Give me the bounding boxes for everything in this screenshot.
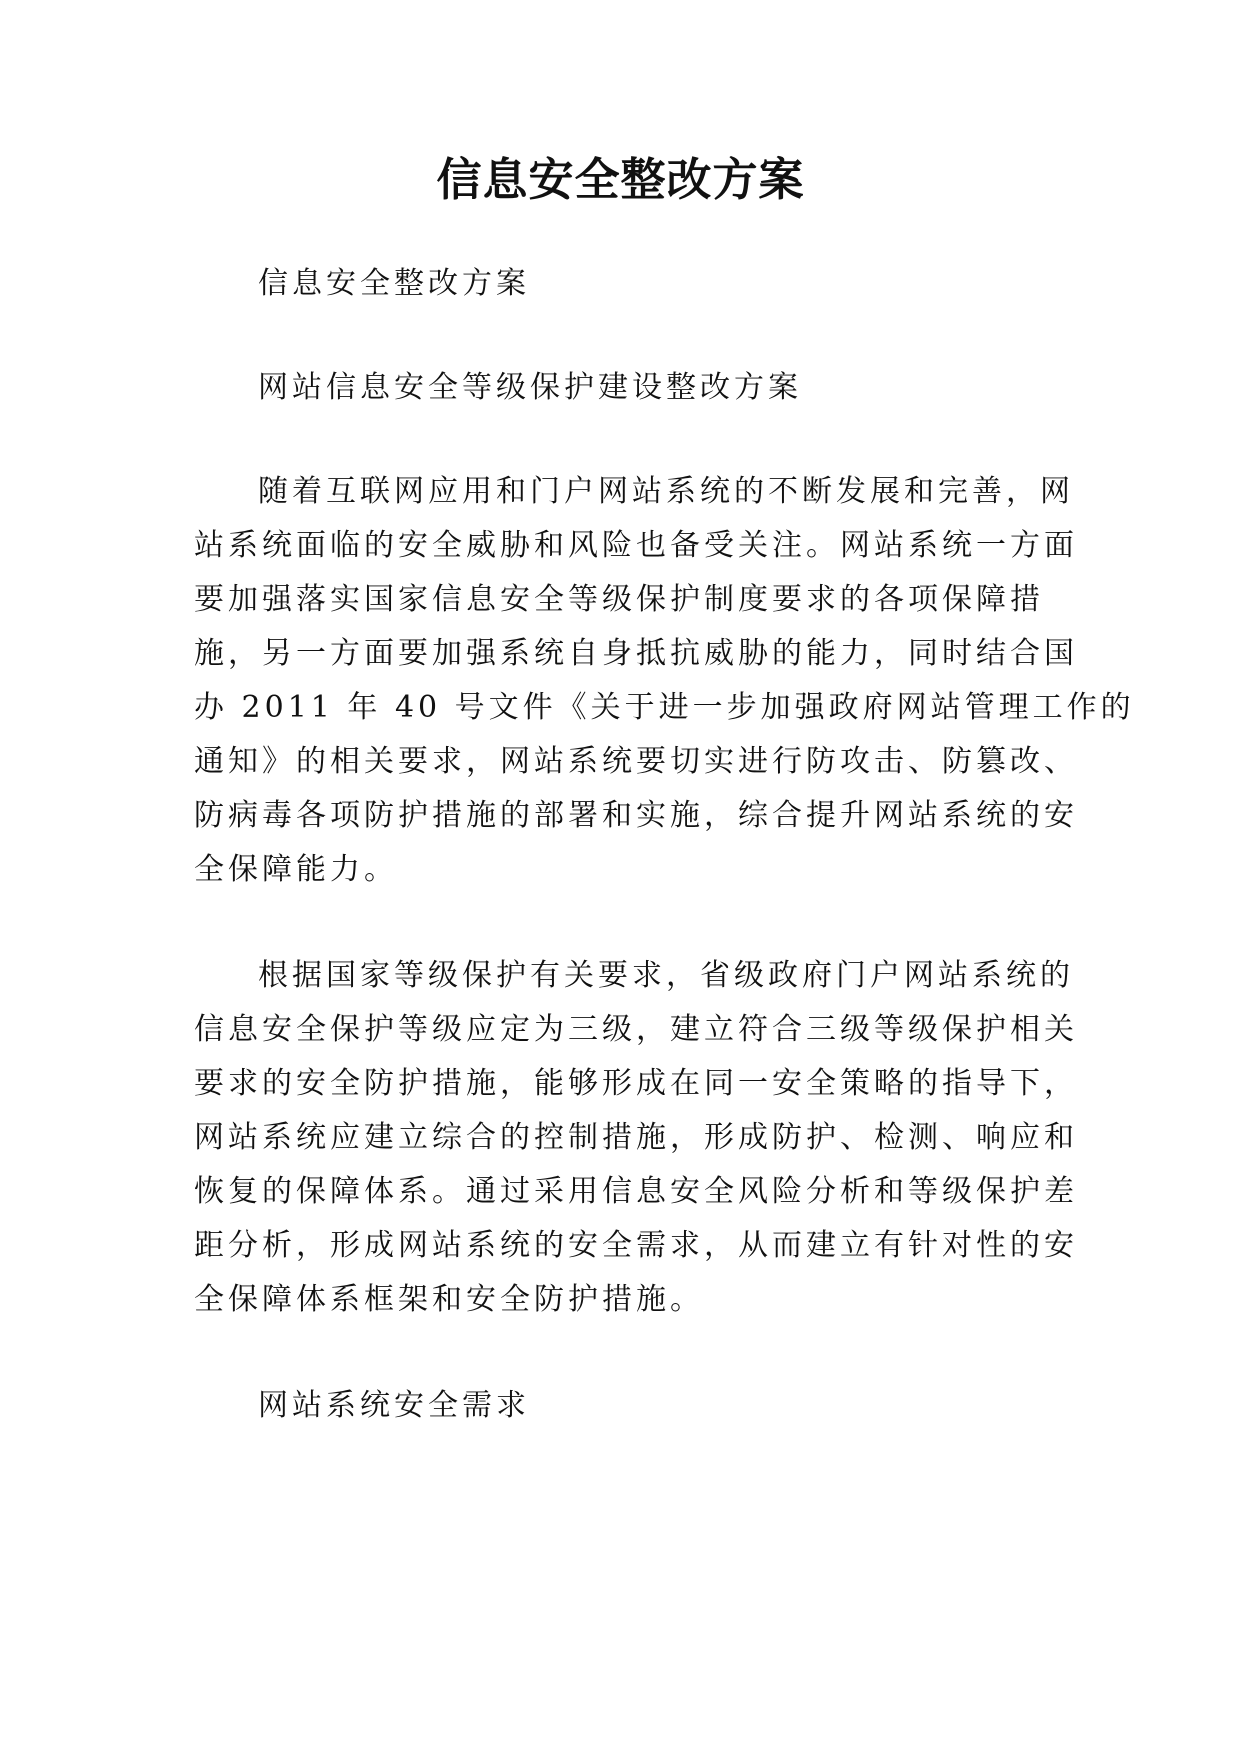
paragraph-line: 要求的安全防护措施，能够形成在同一安全策略的指导下，: [194, 1066, 1078, 1101]
paragraph-line: 施，另一方面要加强系统自身抵抗威胁的能力，同时结合国: [194, 636, 1078, 671]
paragraph-line: 距分析，形成网站系统的安全需求，从而建立有针对性的安: [194, 1228, 1078, 1263]
paragraph-line: 通知》的相关要求，网站系统要切实进行防攻击、防篡改、: [194, 744, 1078, 779]
paragraph-line: 网站系统应建立综合的控制措施，形成防护、检测、响应和: [194, 1120, 1078, 1155]
paragraph-line: 办 2011 年 40 号文件《关于进一步加强政府网站管理工作的: [194, 690, 1135, 725]
paragraph-line: 全保障能力。: [194, 852, 398, 887]
paragraph-line: 全保障体系框架和安全防护措施。: [194, 1282, 704, 1317]
paragraph-line: 防病毒各项防护措施的部署和实施，综合提升网站系统的安: [194, 798, 1078, 833]
document-subtitle: 信息安全整改方案: [258, 266, 530, 301]
section-heading: 网站信息安全等级保护建设整改方案: [258, 370, 802, 405]
paragraph-line: 恢复的保障体系。通过采用信息安全风险分析和等级保护差: [194, 1174, 1078, 1209]
section-heading: 网站系统安全需求: [258, 1388, 530, 1423]
document-title: 信息安全整改方案: [436, 153, 805, 206]
paragraph-line: 站系统面临的安全威胁和风险也备受关注。网站系统一方面: [194, 528, 1078, 563]
paragraph-line: 根据国家等级保护有关要求，省级政府门户网站系统的: [258, 958, 1074, 993]
paragraph-line: 要加强落实国家信息安全等级保护制度要求的各项保障措: [194, 582, 1044, 617]
paragraph-line: 随着互联网应用和门户网站系统的不断发展和完善，网: [258, 474, 1074, 509]
paragraph-line: 信息安全保护等级应定为三级，建立符合三级等级保护相关: [194, 1012, 1078, 1047]
